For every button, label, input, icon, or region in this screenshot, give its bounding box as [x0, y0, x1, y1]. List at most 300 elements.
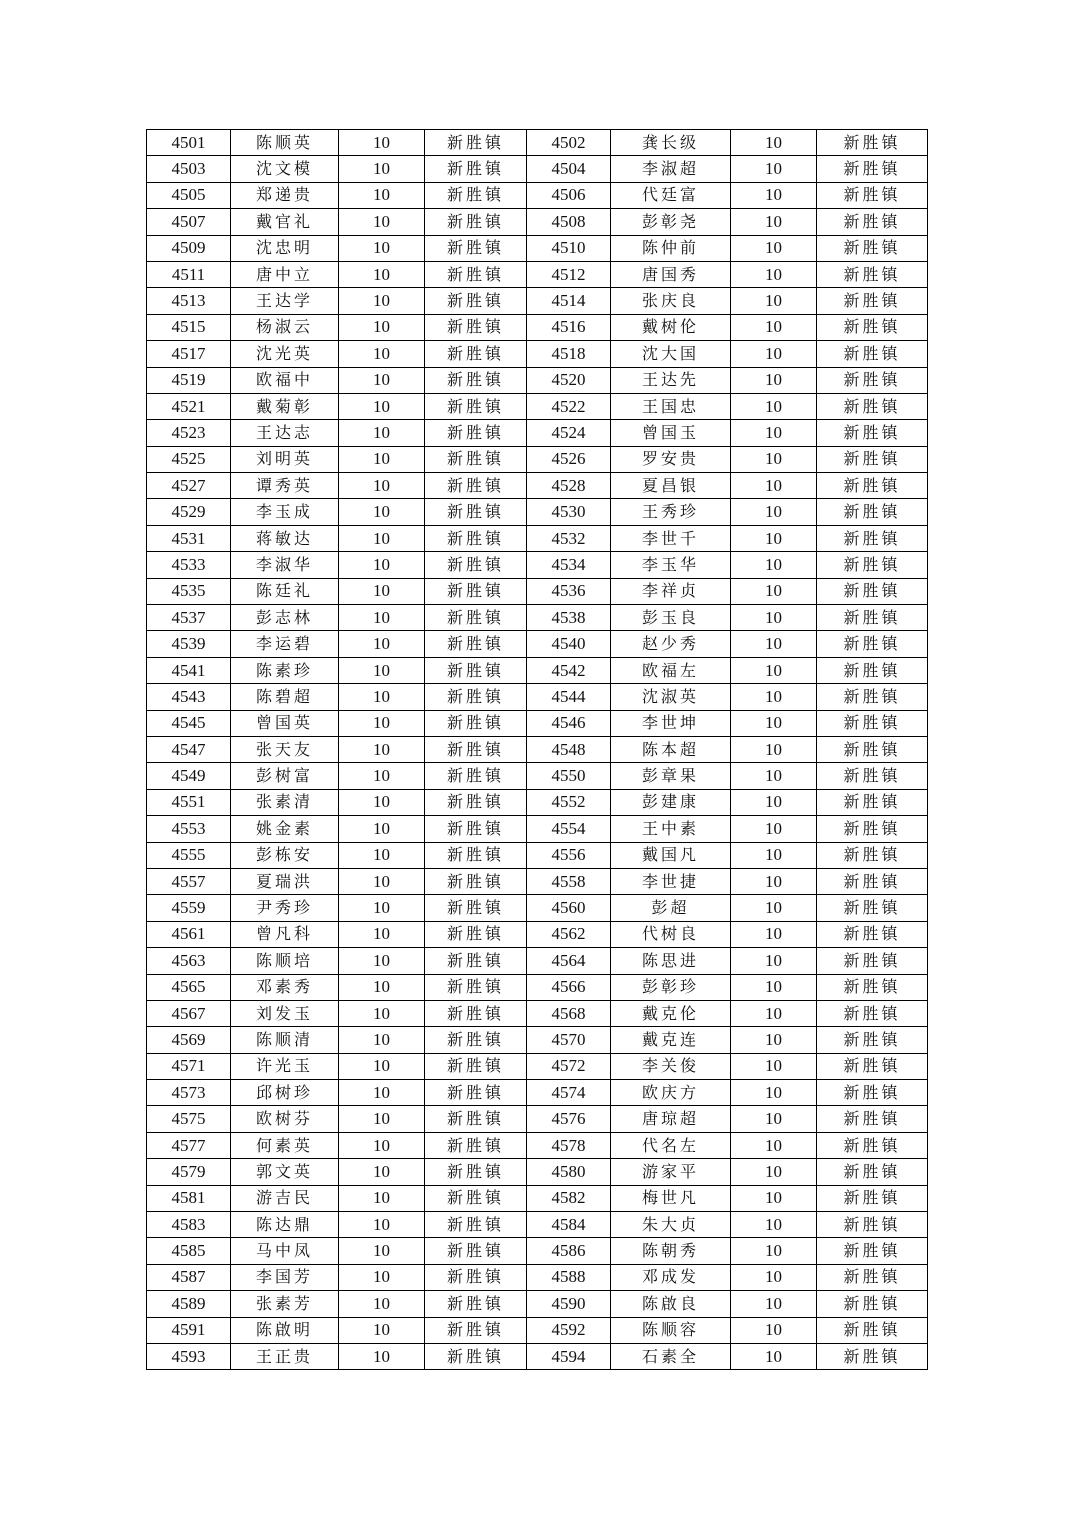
amount-cell: 10: [339, 446, 425, 472]
amount-cell: 10: [731, 948, 817, 974]
amount-cell: 10: [731, 393, 817, 419]
town-cell: 新胜镇: [817, 1159, 928, 1185]
name-cell: 张素清: [231, 789, 339, 815]
name-cell: 马中凤: [231, 1238, 339, 1264]
name-cell: 王国忠: [611, 393, 731, 419]
amount-cell: 10: [731, 1106, 817, 1132]
name-cell: 张天友: [231, 736, 339, 762]
town-cell: 新胜镇: [425, 446, 527, 472]
id-cell: 4538: [527, 605, 611, 631]
id-cell: 4526: [527, 446, 611, 472]
amount-cell: 10: [339, 789, 425, 815]
town-cell: 新胜镇: [817, 209, 928, 235]
name-cell: 陈顺清: [231, 1027, 339, 1053]
id-cell: 4532: [527, 525, 611, 551]
amount-cell: 10: [731, 1185, 817, 1211]
town-cell: 新胜镇: [425, 341, 527, 367]
table-row: [147, 314, 928, 340]
name-cell: 陈啟明: [231, 1317, 339, 1343]
amount-cell: 10: [731, 1291, 817, 1317]
id-cell: 4548: [527, 736, 611, 762]
name-cell: 沈淑英: [611, 684, 731, 710]
table-row: [147, 130, 928, 156]
name-cell: 陈啟良: [611, 1291, 731, 1317]
id-cell: 4543: [147, 684, 231, 710]
name-cell: 杨淑云: [231, 314, 339, 340]
id-cell: 4542: [527, 657, 611, 683]
name-cell: 彭彰尧: [611, 209, 731, 235]
name-cell: 梅世凡: [611, 1185, 731, 1211]
table-row: [147, 868, 928, 894]
table-row: [147, 842, 928, 868]
town-cell: 新胜镇: [425, 921, 527, 947]
name-cell: 陈碧超: [231, 684, 339, 710]
table-row: [147, 473, 928, 499]
amount-cell: 10: [731, 341, 817, 367]
town-cell: 新胜镇: [425, 525, 527, 551]
id-cell: 4541: [147, 657, 231, 683]
amount-cell: 10: [339, 1053, 425, 1079]
id-cell: 4590: [527, 1291, 611, 1317]
amount-cell: 10: [339, 948, 425, 974]
amount-cell: 10: [731, 974, 817, 1000]
table-row: [147, 1000, 928, 1026]
town-cell: 新胜镇: [425, 578, 527, 604]
name-cell: 邓素秀: [231, 974, 339, 1000]
town-cell: 新胜镇: [817, 473, 928, 499]
name-cell: 戴菊彰: [231, 393, 339, 419]
name-cell: 李祥贞: [611, 578, 731, 604]
amount-cell: 10: [339, 1159, 425, 1185]
table-row: [147, 420, 928, 446]
name-cell: 曾国玉: [611, 420, 731, 446]
amount-cell: 10: [731, 657, 817, 683]
town-cell: 新胜镇: [425, 1185, 527, 1211]
table-row: [147, 789, 928, 815]
table-row: [147, 552, 928, 578]
table-row: [147, 605, 928, 631]
amount-cell: 10: [339, 842, 425, 868]
amount-cell: 10: [339, 974, 425, 1000]
id-cell: 4517: [147, 341, 231, 367]
amount-cell: 10: [731, 1159, 817, 1185]
amount-cell: 10: [731, 367, 817, 393]
roster-table: [146, 129, 928, 1370]
id-cell: 4562: [527, 921, 611, 947]
amount-cell: 10: [339, 736, 425, 762]
table-row: [147, 261, 928, 287]
town-cell: 新胜镇: [425, 605, 527, 631]
name-cell: 李淑超: [611, 156, 731, 182]
name-cell: 游吉民: [231, 1185, 339, 1211]
id-cell: 4519: [147, 367, 231, 393]
name-cell: 彭玉良: [611, 605, 731, 631]
amount-cell: 10: [731, 156, 817, 182]
amount-cell: 10: [731, 1132, 817, 1158]
amount-cell: 10: [339, 525, 425, 551]
name-cell: 戴克连: [611, 1027, 731, 1053]
amount-cell: 10: [339, 1185, 425, 1211]
table-row: [147, 1106, 928, 1132]
town-cell: 新胜镇: [817, 367, 928, 393]
name-cell: 李世坤: [611, 710, 731, 736]
name-cell: 欧福左: [611, 657, 731, 683]
amount-cell: 10: [731, 235, 817, 261]
id-cell: 4528: [527, 473, 611, 499]
table-row: [147, 736, 928, 762]
town-cell: 新胜镇: [425, 156, 527, 182]
town-cell: 新胜镇: [425, 209, 527, 235]
id-cell: 4574: [527, 1080, 611, 1106]
table-row: [147, 1027, 928, 1053]
amount-cell: 10: [731, 816, 817, 842]
id-cell: 4531: [147, 525, 231, 551]
table-row: [147, 1212, 928, 1238]
table-row: [147, 1053, 928, 1079]
town-cell: 新胜镇: [817, 261, 928, 287]
town-cell: 新胜镇: [425, 261, 527, 287]
name-cell: 曾国英: [231, 710, 339, 736]
id-cell: 4552: [527, 789, 611, 815]
amount-cell: 10: [339, 657, 425, 683]
name-cell: 李玉成: [231, 499, 339, 525]
id-cell: 4530: [527, 499, 611, 525]
table-row: [147, 1291, 928, 1317]
amount-cell: 10: [731, 446, 817, 472]
table-row: [147, 948, 928, 974]
amount-cell: 10: [339, 393, 425, 419]
amount-cell: 10: [731, 1080, 817, 1106]
town-cell: 新胜镇: [817, 288, 928, 314]
id-cell: 4594: [527, 1343, 611, 1369]
town-cell: 新胜镇: [817, 1291, 928, 1317]
id-cell: 4555: [147, 842, 231, 868]
name-cell: 戴官礼: [231, 209, 339, 235]
amount-cell: 10: [339, 1132, 425, 1158]
roster-table-body: [147, 130, 928, 1370]
town-cell: 新胜镇: [425, 868, 527, 894]
amount-cell: 10: [339, 420, 425, 446]
amount-cell: 10: [731, 763, 817, 789]
amount-cell: 10: [339, 1212, 425, 1238]
town-cell: 新胜镇: [425, 235, 527, 261]
id-cell: 4523: [147, 420, 231, 446]
town-cell: 新胜镇: [425, 895, 527, 921]
name-cell: 沈大国: [611, 341, 731, 367]
id-cell: 4520: [527, 367, 611, 393]
amount-cell: 10: [731, 736, 817, 762]
town-cell: 新胜镇: [425, 710, 527, 736]
name-cell: 沈文模: [231, 156, 339, 182]
id-cell: 4534: [527, 552, 611, 578]
name-cell: 李国芳: [231, 1264, 339, 1290]
amount-cell: 10: [731, 420, 817, 446]
id-cell: 4567: [147, 1000, 231, 1026]
id-cell: 4540: [527, 631, 611, 657]
id-cell: 4527: [147, 473, 231, 499]
table-row: [147, 1238, 928, 1264]
name-cell: 代树良: [611, 921, 731, 947]
town-cell: 新胜镇: [817, 578, 928, 604]
id-cell: 4556: [527, 842, 611, 868]
name-cell: 赵少秀: [611, 631, 731, 657]
name-cell: 刘明英: [231, 446, 339, 472]
table-row: [147, 1080, 928, 1106]
amount-cell: 10: [339, 1027, 425, 1053]
id-cell: 4575: [147, 1106, 231, 1132]
id-cell: 4525: [147, 446, 231, 472]
id-cell: 4581: [147, 1185, 231, 1211]
town-cell: 新胜镇: [817, 182, 928, 208]
amount-cell: 10: [731, 1238, 817, 1264]
id-cell: 4554: [527, 816, 611, 842]
name-cell: 张素芳: [231, 1291, 339, 1317]
town-cell: 新胜镇: [817, 895, 928, 921]
id-cell: 4505: [147, 182, 231, 208]
table-row: [147, 393, 928, 419]
town-cell: 新胜镇: [425, 1053, 527, 1079]
id-cell: 4584: [527, 1212, 611, 1238]
town-cell: 新胜镇: [425, 1027, 527, 1053]
name-cell: 游家平: [611, 1159, 731, 1185]
amount-cell: 10: [339, 130, 425, 156]
name-cell: 陈顺培: [231, 948, 339, 974]
id-cell: 4513: [147, 288, 231, 314]
name-cell: 王达先: [611, 367, 731, 393]
town-cell: 新胜镇: [425, 657, 527, 683]
id-cell: 4593: [147, 1343, 231, 1369]
name-cell: 彭彰珍: [611, 974, 731, 1000]
amount-cell: 10: [339, 1317, 425, 1343]
town-cell: 新胜镇: [817, 605, 928, 631]
id-cell: 4507: [147, 209, 231, 235]
name-cell: 代廷富: [611, 182, 731, 208]
town-cell: 新胜镇: [425, 1317, 527, 1343]
name-cell: 王中素: [611, 816, 731, 842]
amount-cell: 10: [339, 1238, 425, 1264]
id-cell: 4516: [527, 314, 611, 340]
town-cell: 新胜镇: [817, 684, 928, 710]
table-row: [147, 209, 928, 235]
town-cell: 新胜镇: [817, 499, 928, 525]
amount-cell: 10: [731, 710, 817, 736]
id-cell: 4511: [147, 261, 231, 287]
amount-cell: 10: [731, 1212, 817, 1238]
id-cell: 4502: [527, 130, 611, 156]
name-cell: 陈顺英: [231, 130, 339, 156]
id-cell: 4514: [527, 288, 611, 314]
id-cell: 4565: [147, 974, 231, 1000]
town-cell: 新胜镇: [817, 789, 928, 815]
id-cell: 4535: [147, 578, 231, 604]
name-cell: 刘发玉: [231, 1000, 339, 1026]
amount-cell: 10: [339, 314, 425, 340]
amount-cell: 10: [339, 209, 425, 235]
town-cell: 新胜镇: [425, 789, 527, 815]
table-row: [147, 895, 928, 921]
table-row: [147, 182, 928, 208]
id-cell: 4515: [147, 314, 231, 340]
id-cell: 4508: [527, 209, 611, 235]
name-cell: 夏瑞洪: [231, 868, 339, 894]
amount-cell: 10: [731, 552, 817, 578]
id-cell: 4570: [527, 1027, 611, 1053]
town-cell: 新胜镇: [817, 235, 928, 261]
table-row: [147, 235, 928, 261]
name-cell: 王达学: [231, 288, 339, 314]
amount-cell: 10: [731, 261, 817, 287]
name-cell: 李关俊: [611, 1053, 731, 1079]
id-cell: 4551: [147, 789, 231, 815]
id-cell: 4563: [147, 948, 231, 974]
name-cell: 何素英: [231, 1132, 339, 1158]
name-cell: 姚金素: [231, 816, 339, 842]
amount-cell: 10: [731, 578, 817, 604]
table-row: [147, 1264, 928, 1290]
town-cell: 新胜镇: [425, 420, 527, 446]
table-row: [147, 367, 928, 393]
town-cell: 新胜镇: [425, 367, 527, 393]
id-cell: 4572: [527, 1053, 611, 1079]
town-cell: 新胜镇: [425, 499, 527, 525]
name-cell: 陈廷礼: [231, 578, 339, 604]
id-cell: 4568: [527, 1000, 611, 1026]
amount-cell: 10: [339, 578, 425, 604]
id-cell: 4510: [527, 235, 611, 261]
id-cell: 4591: [147, 1317, 231, 1343]
name-cell: 陈朝秀: [611, 1238, 731, 1264]
id-cell: 4577: [147, 1132, 231, 1158]
amount-cell: 10: [339, 1291, 425, 1317]
amount-cell: 10: [731, 1027, 817, 1053]
table-row: [147, 288, 928, 314]
amount-cell: 10: [731, 182, 817, 208]
town-cell: 新胜镇: [817, 552, 928, 578]
id-cell: 4586: [527, 1238, 611, 1264]
name-cell: 陈思进: [611, 948, 731, 974]
name-cell: 彭建康: [611, 789, 731, 815]
id-cell: 4504: [527, 156, 611, 182]
id-cell: 4592: [527, 1317, 611, 1343]
id-cell: 4521: [147, 393, 231, 419]
id-cell: 4571: [147, 1053, 231, 1079]
amount-cell: 10: [339, 684, 425, 710]
amount-cell: 10: [339, 1106, 425, 1132]
town-cell: 新胜镇: [425, 948, 527, 974]
id-cell: 4539: [147, 631, 231, 657]
name-cell: 王达志: [231, 420, 339, 446]
amount-cell: 10: [339, 921, 425, 947]
town-cell: 新胜镇: [817, 341, 928, 367]
town-cell: 新胜镇: [425, 1238, 527, 1264]
name-cell: 夏昌银: [611, 473, 731, 499]
town-cell: 新胜镇: [425, 1080, 527, 1106]
town-cell: 新胜镇: [817, 948, 928, 974]
table-row: [147, 1159, 928, 1185]
amount-cell: 10: [339, 895, 425, 921]
amount-cell: 10: [731, 631, 817, 657]
town-cell: 新胜镇: [817, 736, 928, 762]
name-cell: 邓成发: [611, 1264, 731, 1290]
amount-cell: 10: [339, 1343, 425, 1369]
town-cell: 新胜镇: [425, 473, 527, 499]
amount-cell: 10: [339, 868, 425, 894]
id-cell: 4578: [527, 1132, 611, 1158]
id-cell: 4580: [527, 1159, 611, 1185]
town-cell: 新胜镇: [817, 1106, 928, 1132]
id-cell: 4579: [147, 1159, 231, 1185]
name-cell: 邱树珍: [231, 1080, 339, 1106]
amount-cell: 10: [731, 921, 817, 947]
town-cell: 新胜镇: [817, 1317, 928, 1343]
id-cell: 4546: [527, 710, 611, 736]
town-cell: 新胜镇: [817, 1185, 928, 1211]
table-row: [147, 156, 928, 182]
town-cell: 新胜镇: [425, 1106, 527, 1132]
amount-cell: 10: [731, 684, 817, 710]
amount-cell: 10: [339, 1000, 425, 1026]
id-cell: 4501: [147, 130, 231, 156]
name-cell: 陈素珍: [231, 657, 339, 683]
name-cell: 沈光英: [231, 341, 339, 367]
amount-cell: 10: [731, 842, 817, 868]
town-cell: 新胜镇: [817, 842, 928, 868]
name-cell: 唐琼超: [611, 1106, 731, 1132]
table-row: [147, 710, 928, 736]
name-cell: 彭志林: [231, 605, 339, 631]
town-cell: 新胜镇: [817, 446, 928, 472]
id-cell: 4583: [147, 1212, 231, 1238]
name-cell: 蒋敏达: [231, 525, 339, 551]
town-cell: 新胜镇: [425, 736, 527, 762]
town-cell: 新胜镇: [425, 842, 527, 868]
amount-cell: 10: [339, 288, 425, 314]
amount-cell: 10: [731, 789, 817, 815]
name-cell: 彭章果: [611, 763, 731, 789]
id-cell: 4545: [147, 710, 231, 736]
amount-cell: 10: [339, 182, 425, 208]
table-row: [147, 684, 928, 710]
table-row: [147, 1317, 928, 1343]
amount-cell: 10: [731, 1264, 817, 1290]
id-cell: 4573: [147, 1080, 231, 1106]
id-cell: 4569: [147, 1027, 231, 1053]
amount-cell: 10: [731, 1343, 817, 1369]
town-cell: 新胜镇: [425, 1291, 527, 1317]
town-cell: 新胜镇: [817, 1264, 928, 1290]
id-cell: 4561: [147, 921, 231, 947]
town-cell: 新胜镇: [425, 130, 527, 156]
name-cell: 郑递贵: [231, 182, 339, 208]
town-cell: 新胜镇: [817, 130, 928, 156]
town-cell: 新胜镇: [425, 631, 527, 657]
name-cell: 戴国凡: [611, 842, 731, 868]
name-cell: 龚长级: [611, 130, 731, 156]
id-cell: 4585: [147, 1238, 231, 1264]
id-cell: 4537: [147, 605, 231, 631]
amount-cell: 10: [731, 1317, 817, 1343]
name-cell: 李淑华: [231, 552, 339, 578]
name-cell: 曾凡科: [231, 921, 339, 947]
town-cell: 新胜镇: [425, 182, 527, 208]
town-cell: 新胜镇: [817, 868, 928, 894]
name-cell: 陈本超: [611, 736, 731, 762]
id-cell: 4536: [527, 578, 611, 604]
id-cell: 4509: [147, 235, 231, 261]
id-cell: 4547: [147, 736, 231, 762]
amount-cell: 10: [339, 816, 425, 842]
id-cell: 4558: [527, 868, 611, 894]
